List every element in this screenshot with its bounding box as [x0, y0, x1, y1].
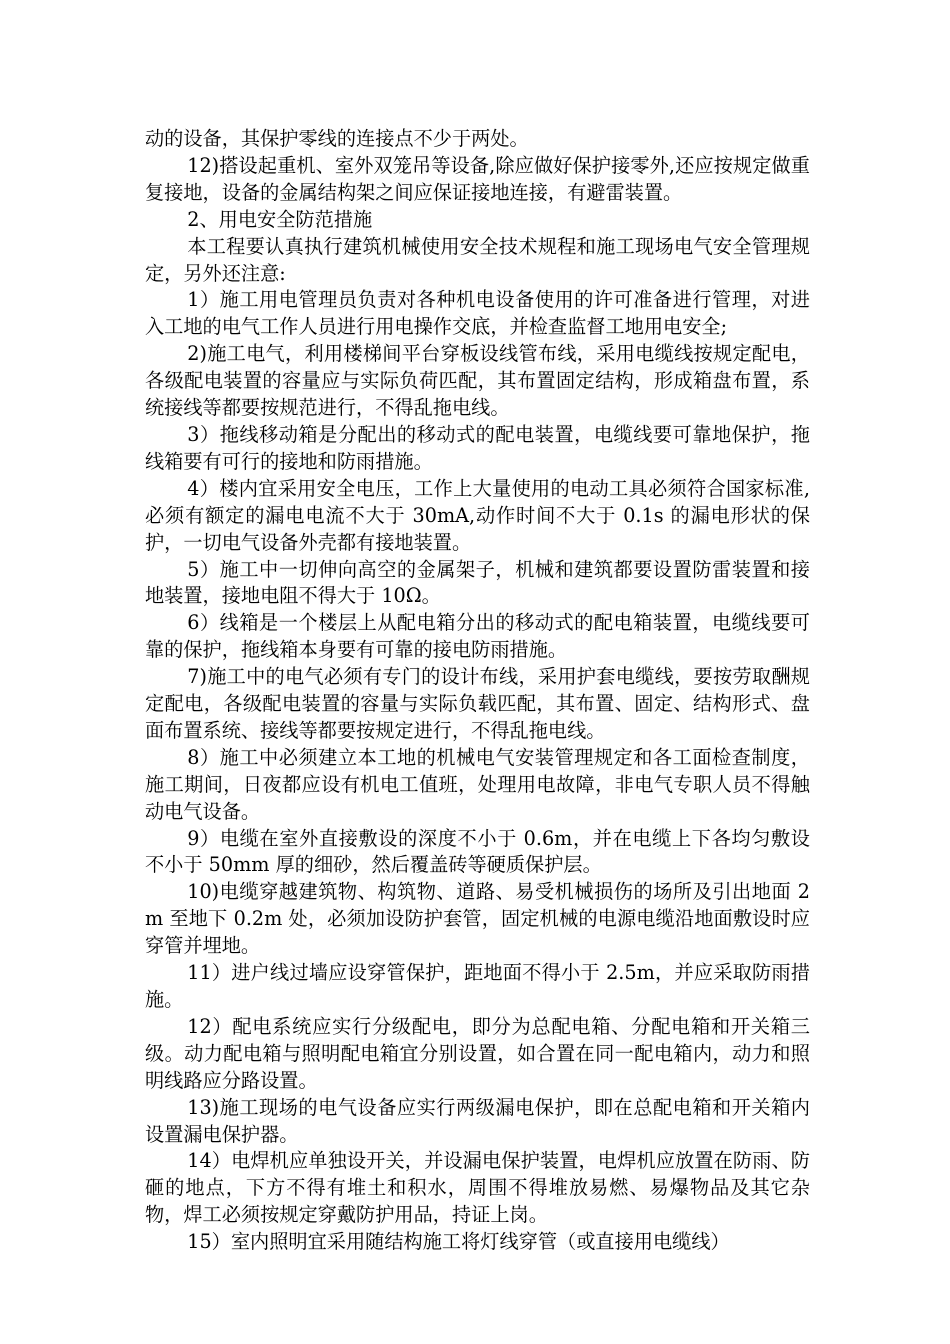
document-body [145, 126, 810, 1256]
paragraph-item-11: 11）进户线过墙应设穿管保护，距地面不得小于 2.5m，并应采取防雨措施。 [145, 961, 810, 1011]
paragraph-item-3: 3）拖线移动箱是分配出的移动式的配电装置，电缆线要可靠地保护，拖线箱要有可行的接地和防雨措施。 [145, 422, 810, 473]
paragraph-item-14: 14）电焊机应单独设开关，并设漏电保护装置，电焊机应放置在防雨、防砸的地点，下方不得有堆土和积水，周围不得堆放易燃、易爆物品及其它杂物，焊工必须按规定穿戴防护用品，持证上岗。 [145, 1149, 810, 1227]
paragraph-intro: 本工程要认真执行建筑机械使用安全技术规程和施工现场电气安全管理规定，另外还注意: [145, 234, 810, 285]
paragraph-item-8: 8）施工中必须建立本工地的机械电气安装管理规定和各工面检查制度，施工期间，日夜都应设有机电工值班，处理用电故障，非电气专职人员不得触动电气设备。 [145, 745, 810, 823]
paragraph-item-5: 5）施工中一切伸向高空的金属架子，机械和建筑都要设置防雷装置和接地装置，接地电阻不得大于 10Ω。 [145, 557, 810, 608]
paragraph-item-10: 10)电缆穿越建筑物、构筑物、道路、易受机械损伤的场所及引出地面 2m 至地下 0.2m 处，必须加设防护套管，固定机械的电源电缆沿地面敷设时应穿管并埋地。 [145, 880, 810, 958]
paragraph-item-2: 2)施工电气，利用楼梯间平台穿板设线管布线，采用电缆线按规定配电，各级配电装置的容量应与实际负荷匹配，其布置固定结构，形成箱盘布置，系统接线等都要按规范进行，不得乱拖电线。 [145, 342, 810, 420]
section-heading-safety-measures: 2、用电安全防范措施 [187, 207, 373, 231]
paragraph-item-12: 12）配电系统应实行分级配电，即分为总配电箱、分配电箱和开关箱三级。动力配电箱与照明配电箱宜分别设置，如合置在同一配电箱内，动力和照明线路应分路设置。 [145, 1014, 810, 1092]
paragraph-item-9: 9）电缆在室外直接敷设的深度不小于 0.6m，并在电缆上下各均匀敷设不小于 50mm 厚的细砂，然后覆盖砖等硬质保护层。 [145, 826, 810, 877]
paragraph-item-1: 1）施工用电管理员负责对各种机电设备使用的许可准备进行管理，对进入工地的电气工作人员进行用电操作交底，并检查监督工地用电安全; [145, 288, 810, 339]
paragraph-continuation: 动的设备，其保护零线的连接点不少于两处。 [145, 127, 529, 150]
paragraph-item-4: 4）楼内宜采用安全电压，工作上大量使用的电动工具必须符合国家标准,必须有额定的漏电电流不大于 30mA,动作时间不大于 0.1s 的漏电形状的保护，一切电气设备外壳都有接地装置。 [145, 476, 810, 554]
paragraph-item-6: 6）线箱是一个楼层上从配电箱分出的移动式的配电箱装置，电缆线要可靠的保护，拖线箱本身要有可靠的接电防雨措施。 [145, 611, 810, 662]
paragraph-item-12-crane-grounding: 12)搭设起重机、室外双笼吊等设备,除应做好保护接零外,还应按规定做重复接地，设备的金属结构架之间应保证接地连接，有避雷装置。 [145, 153, 810, 204]
paragraph-item-13: 13)施工现场的电气设备应实行两级漏电保护，即在总配电箱和开关箱内设置漏电保护器。 [145, 1095, 810, 1146]
paragraph-item-7: 7)施工中的电气必须有专门的设计布线，采用护套电缆线，要按劳取酬规定配电，各级配电装置的容量与实际负载匹配，其布置、固定、结构形式、盘面布置系统、接线等都要按规定进行，不得乱拖电线。 [145, 665, 810, 742]
paragraph-item-15: 15）室内照明宜采用随结构施工将灯线穿管（或直接用电缆线） [187, 1230, 730, 1254]
